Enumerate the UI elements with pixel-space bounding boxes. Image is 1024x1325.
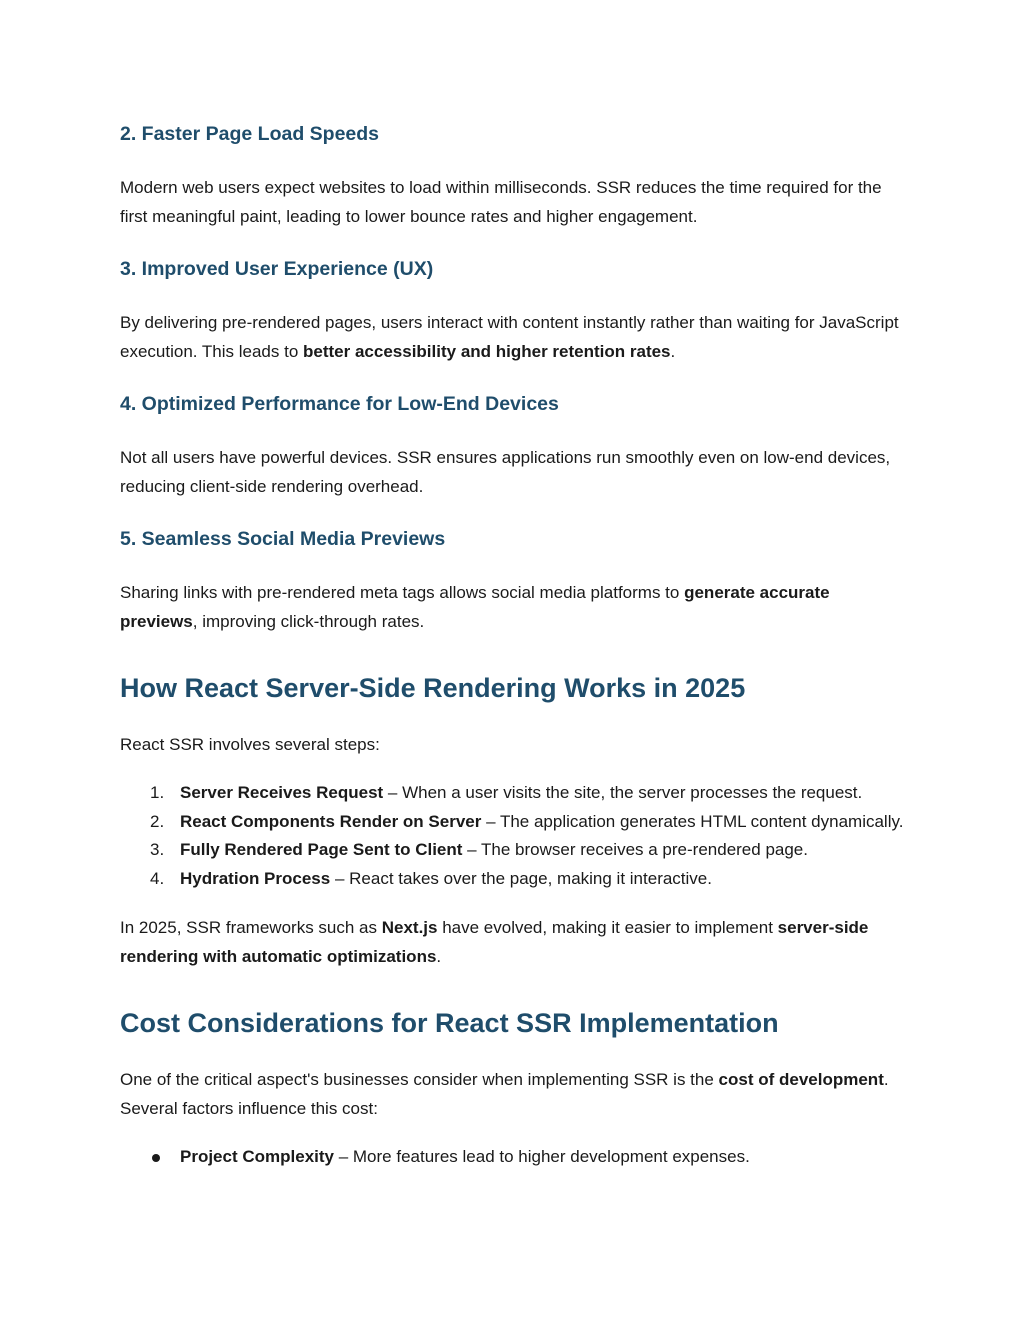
how-intro: React SSR involves several steps: (120, 735, 380, 754)
body-text: One of the critical aspect's businesses consider when implementing SSR is the (120, 1070, 719, 1089)
step-title: Fully Rendered Page Sent to Client (180, 840, 463, 859)
list-number: 4. (150, 868, 165, 888)
body-text: , improving click-through rates. (192, 612, 425, 631)
section-heading-optimized-performance: 4. Optimized Performance for Low-End Devices (120, 393, 559, 415)
body-bold-text: Next.js (381, 918, 438, 937)
section-heading-faster-page-load: 2. Faster Page Load Speeds (120, 123, 380, 145)
how-outro (120, 913, 910, 971)
section-heading-cost-considerations: Cost Considerations for React SSR Implementation (120, 1008, 779, 1038)
list-item (120, 1143, 910, 1172)
section-body-social-previews (120, 578, 910, 636)
section-heading-how-ssr-works: How React Server-Side Rendering Works in 2025 (120, 673, 746, 703)
body-bold-text: better accessibility and higher retention rates (303, 342, 671, 361)
step-title: Server Receives Request (180, 783, 384, 802)
body-text: Sharing links with pre-rendered meta tags allows social media platforms to (120, 583, 685, 602)
list-number: 1. (150, 783, 165, 802)
factor-title: Project Complexity (180, 1147, 334, 1166)
body-text: have evolved, making it easier to implement (437, 918, 778, 937)
section-heading-social-previews: 5. Seamless Social Media Previews (120, 528, 446, 550)
section-body-improved-ux (120, 308, 910, 366)
list-item (120, 865, 910, 894)
section-body-faster-page-load: Modern web users expect websites to load within milliseconds. SSR reduces the time required for the first meaningful paint, leading to lower bounce rates and higher engagement. (120, 178, 882, 226)
section-heading-improved-ux: 3. Improved User Experience (UX) (120, 258, 434, 280)
section-body-optimized-performance: Not all users have powerful devices. SSR ensures applications run smoothly even on low-end devices, reducing client-side rendering overhead. (120, 448, 891, 496)
cost-factors-list (120, 1143, 910, 1172)
step-title: React Components Render on Server (180, 811, 482, 831)
list-number: 2. (150, 811, 165, 831)
body-text: . (436, 947, 442, 966)
list-number: 3. (150, 840, 165, 859)
list-item (120, 808, 910, 837)
step-text: – The browser receives a pre-rendered page. (462, 840, 808, 859)
document-page (120, 118, 910, 1172)
step-text: – The application generates HTML content dynamically. (481, 811, 904, 831)
body-text: In 2025, SSR frameworks such as (120, 918, 382, 937)
body-text: . (670, 342, 676, 361)
bullet-icon (152, 1154, 160, 1162)
step-title: Hydration Process (180, 868, 331, 888)
body-text: By delivering pre-rendered pages, users interact with content instantly rather than waiting for JavaScript execution. This leads to (120, 313, 899, 361)
step-text: – React takes over the page, making it interactive. (330, 868, 712, 888)
body-text: . Several factors influence this cost: (120, 1070, 889, 1118)
ssr-steps-list (120, 779, 910, 893)
body-bold-text: server-side rendering with automatic optimizations (120, 918, 869, 966)
body-bold-text: generate accurate previews (120, 583, 830, 631)
factor-text: – More features lead to higher development expenses. (334, 1147, 750, 1166)
cost-intro (120, 1065, 910, 1123)
body-bold-text: cost of development (718, 1070, 884, 1089)
list-item (120, 836, 910, 865)
step-text: – When a user visits the site, the server processes the request. (383, 783, 863, 802)
list-item (120, 779, 910, 808)
